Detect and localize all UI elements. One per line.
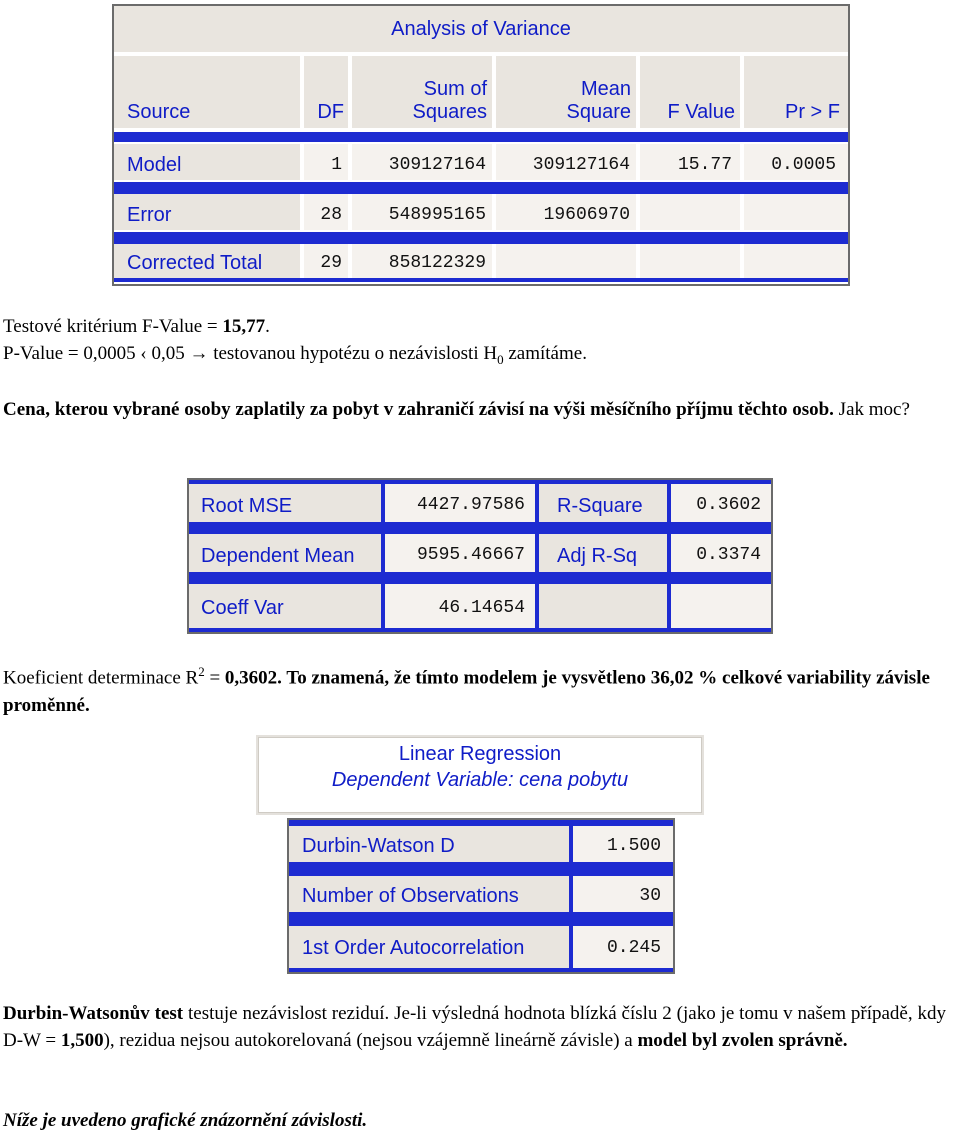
row-value: 0.245	[573, 926, 673, 968]
table-row	[289, 876, 673, 912]
header-source: Source	[114, 56, 300, 128]
durbin-watson-table	[287, 818, 675, 974]
row-value2: 0.3602	[671, 484, 771, 522]
anova-title: Analysis of Variance	[391, 17, 571, 40]
row-p	[744, 244, 848, 278]
regression-title-box	[256, 735, 704, 815]
durbin-watson-paragraph: Durbin-Watsonův test testuje nezávislost reziduí. Je-li výsledná hodnota blízká číslu 2 (jako je tomu v našem případě, kdy D-W = 1,500), rezidua nejsou autokorelovaná (nejsou vzájemně lineárně závisle) a model byl zvolen správně.	[3, 1003, 946, 1051]
row-value: 30	[573, 876, 673, 912]
row-label: 1st Order Autocorrelation	[289, 926, 569, 968]
row-source: Error	[114, 194, 300, 230]
anova-band	[114, 132, 848, 142]
row-ss: 548995165	[352, 194, 492, 230]
conclusion-paragraph: Cena, kterou vybrané osoby zaplatily za pobyt v zahraničí závisí na výši měsíčního příjmu těchto osob. Jak moc?	[3, 399, 910, 420]
header-sum-of-squares: Sum of Squares	[352, 56, 492, 128]
f-value-line: Testové kritérium F-Value = 15,77.	[3, 316, 270, 337]
row-f	[640, 194, 740, 230]
row-label: Durbin-Watson D	[289, 826, 569, 862]
row-value: 1.500	[573, 826, 673, 862]
anova-table	[112, 4, 850, 286]
row-label: Coeff Var	[189, 584, 381, 628]
row-p: 0.0005	[744, 144, 848, 180]
row-df: 29	[304, 244, 348, 278]
p-value-line: P-Value = 0,0005 ‹ 0,05 → testovanou hypotézu o nezávislosti $H_0$ zamítáme.	[3, 343, 587, 367]
row-value: 9595.46667	[385, 534, 535, 572]
table-row	[289, 826, 673, 862]
table-row	[189, 584, 771, 628]
table-row	[189, 484, 771, 522]
header-f-value: F Value	[640, 56, 740, 128]
row-f	[640, 244, 740, 278]
table-row	[289, 926, 673, 968]
regression-subtitle: Dependent Variable: cena pobytu	[331, 769, 629, 791]
row-ms: 309127164	[496, 144, 636, 180]
row-source: Corrected Total	[114, 244, 300, 278]
header-df: DF	[304, 56, 348, 128]
row-ms	[496, 244, 636, 278]
row-value2: 0.3374	[671, 534, 771, 572]
row-label2	[539, 584, 667, 628]
anova-title-cell	[114, 6, 848, 52]
row-df: 28	[304, 194, 348, 230]
row-df: 1	[304, 144, 348, 180]
row-p	[744, 194, 848, 230]
row-label2: Adj R-Sq	[539, 534, 667, 572]
row-ss: 309127164	[352, 144, 492, 180]
row-ms: 19606970	[496, 194, 636, 230]
row-f: 15.77	[640, 144, 740, 180]
row-label2: R-Square	[539, 484, 667, 522]
regression-title: Linear Regression	[398, 743, 562, 765]
row-label: Number of Observations	[289, 876, 569, 912]
row-label: Root MSE	[189, 484, 381, 522]
table-row	[114, 194, 848, 230]
row-value: 46.14654	[385, 584, 535, 628]
fit-statistics-table	[187, 478, 773, 634]
table-row	[189, 534, 771, 572]
row-ss: 858122329	[352, 244, 492, 278]
graph-note: Níže je uvedeno grafické znázornění závislosti.	[3, 1110, 368, 1131]
table-row	[114, 244, 848, 278]
row-value2	[671, 584, 771, 628]
anova-header-row	[114, 56, 848, 128]
header-pr-f: Pr > F	[744, 56, 848, 128]
header-mean-square: Mean Square	[496, 56, 636, 128]
table-row	[114, 144, 848, 180]
r-square-paragraph: Koeficient determinace $R^2 = 0,3602$. To znamená, že tímto modelem je vysvětleno 36,02 % celkové variability závisle proměnné.	[3, 664, 930, 717]
row-source: Model	[114, 144, 300, 180]
row-value: 4427.97586	[385, 484, 535, 522]
row-label: Dependent Mean	[189, 534, 381, 572]
